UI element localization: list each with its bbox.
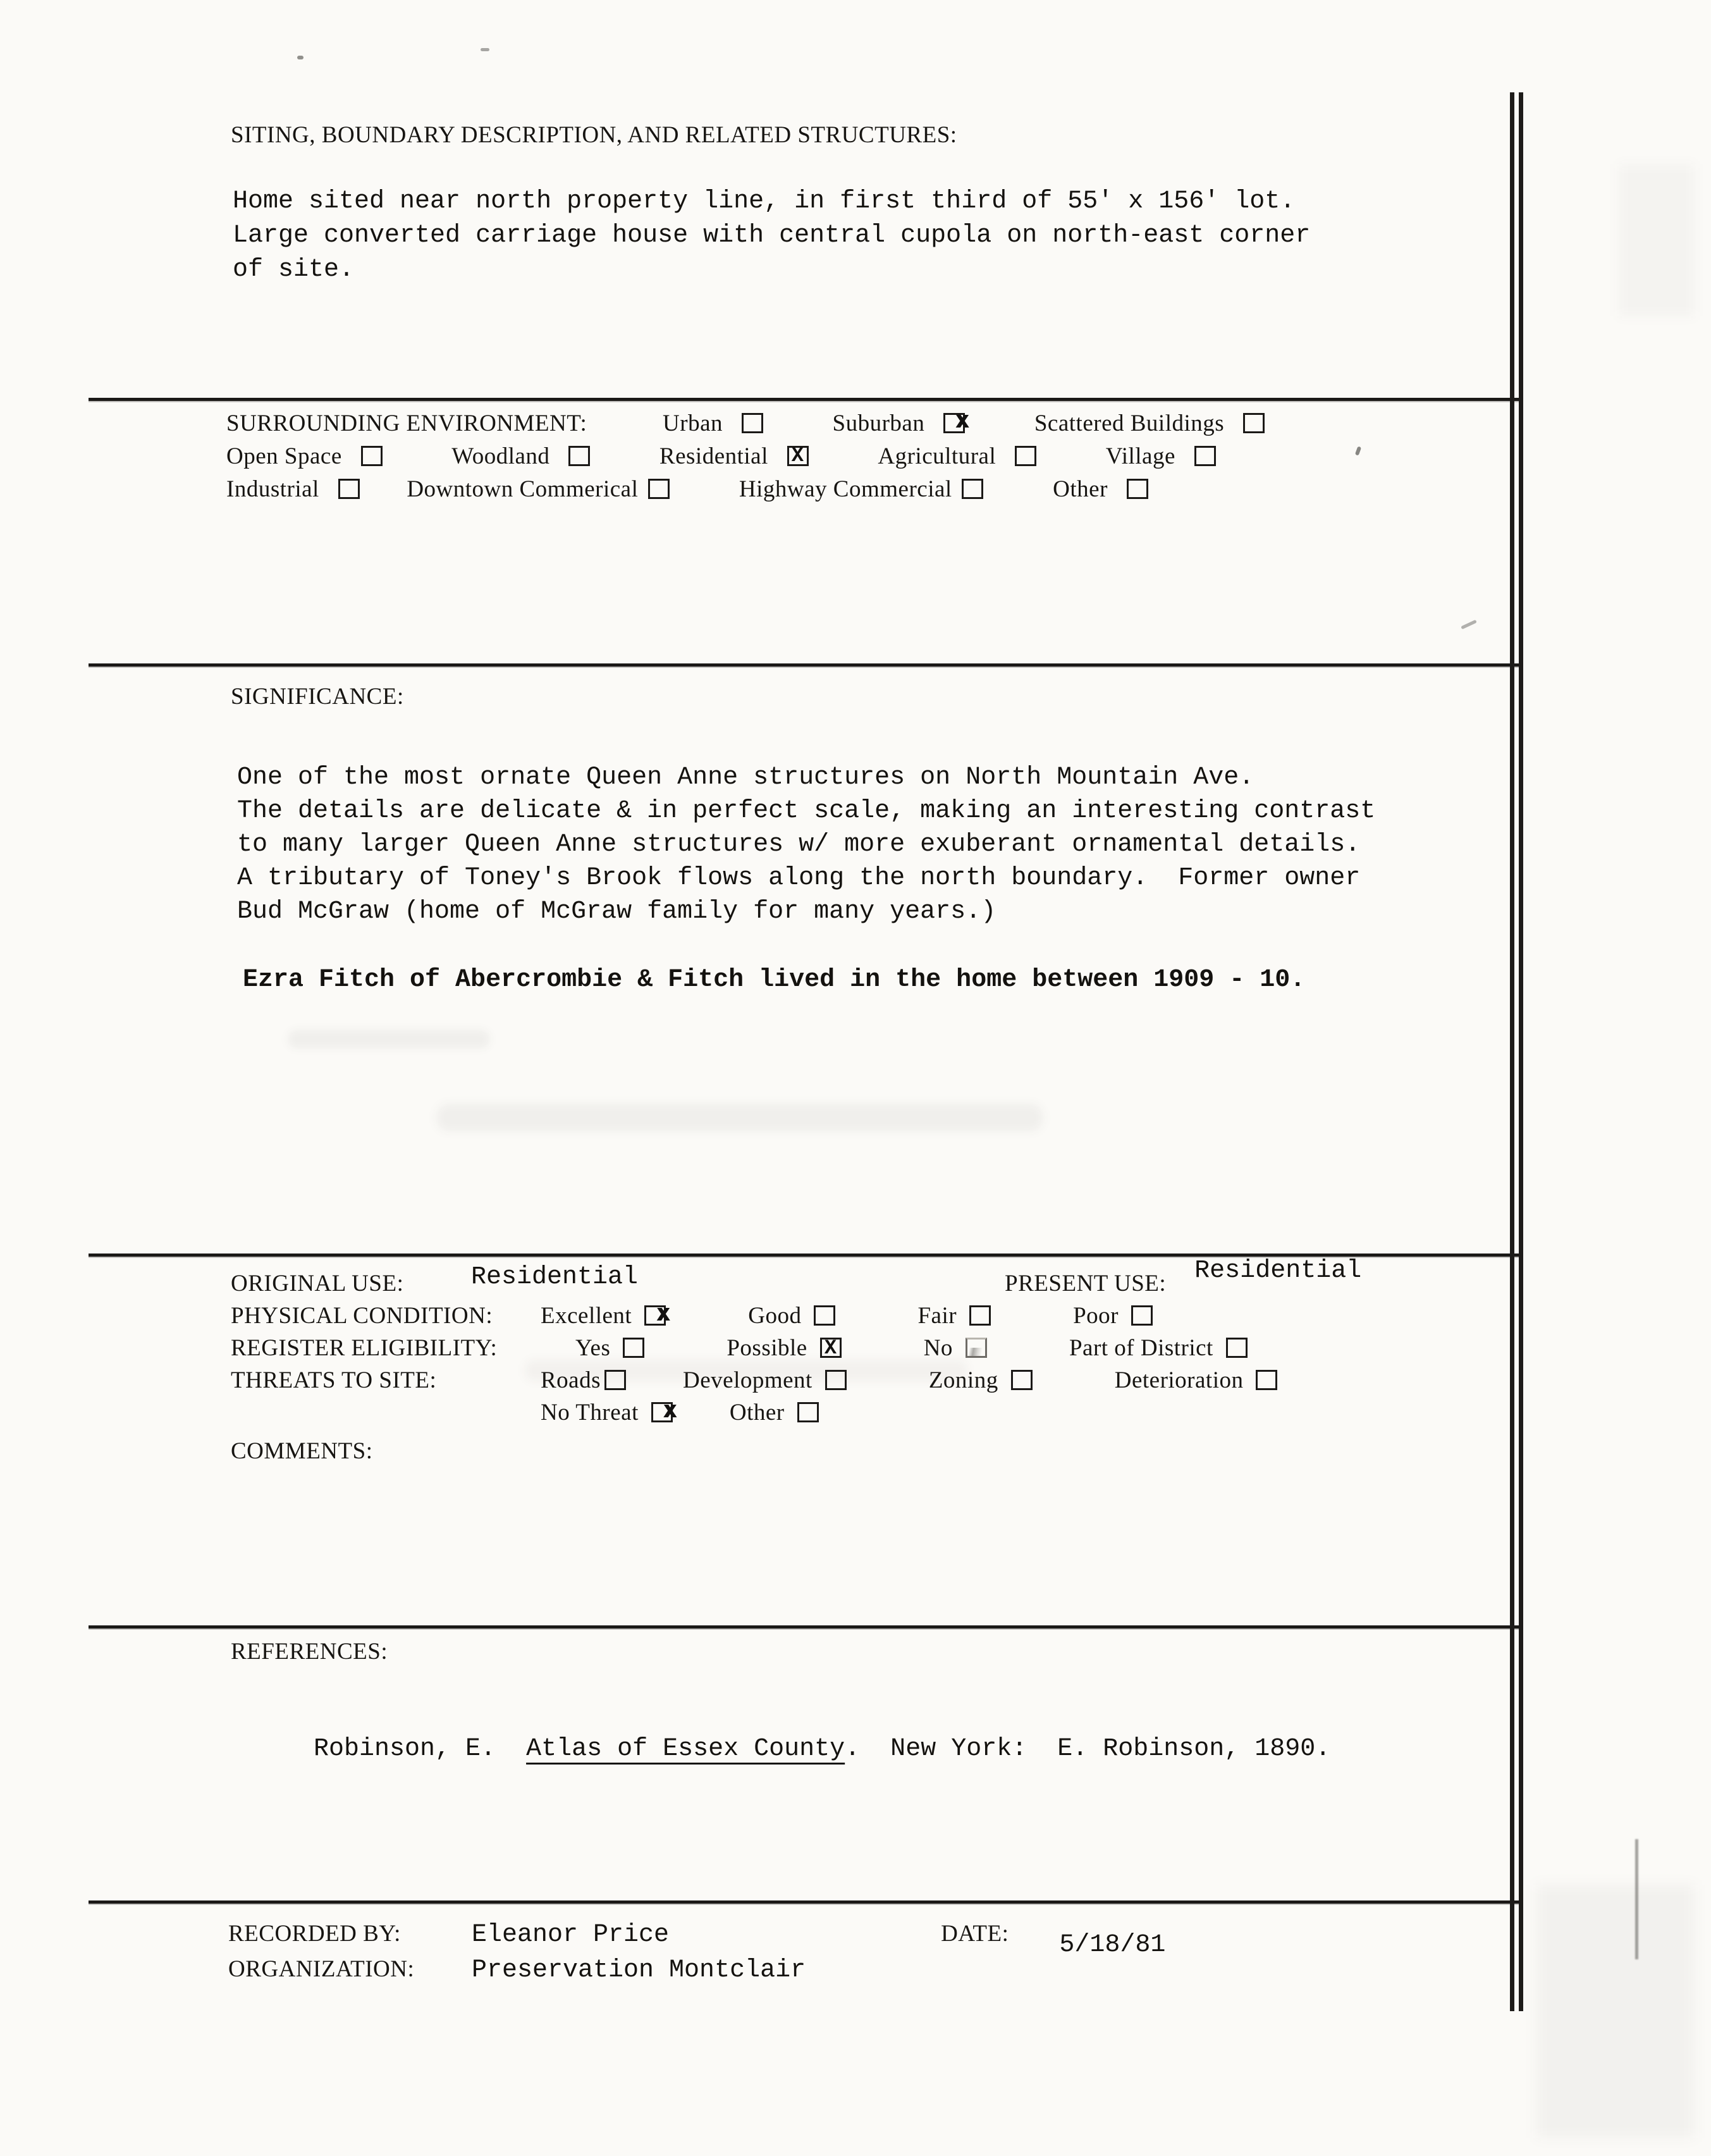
option-good — [748, 1300, 835, 1332]
environment-row — [226, 440, 1265, 473]
section-divider — [89, 1625, 1519, 1629]
register-eligibility-label: REGISTER ELIGIBILITY: — [231, 1335, 498, 1361]
option-residential-label: Residential — [659, 443, 768, 469]
checkbox-deterioration[interactable] — [1256, 1370, 1277, 1390]
option-downtown-commerical-label: Downtown Commerical — [407, 476, 639, 502]
siting-text-line: Large converted carriage house with central cupola on north-east corner — [233, 221, 1311, 250]
option-no-threat-label: No Threat — [541, 1400, 639, 1426]
option-excellent — [541, 1300, 666, 1332]
checkbox-open-space[interactable] — [361, 446, 383, 466]
checkbox-agricultural[interactable] — [1015, 446, 1036, 466]
threats-row — [231, 1364, 1361, 1396]
option-woodland — [451, 440, 590, 473]
significance-note: Ezra Fitch of Abercrombie & Fitch lived in the home between 1909 - 10. — [243, 966, 1306, 994]
option-zoning-label: Zoning — [928, 1367, 998, 1393]
checkbox-threat-other[interactable] — [797, 1402, 819, 1422]
checkbox-village[interactable] — [1194, 446, 1216, 466]
physical-condition-row — [231, 1300, 1361, 1332]
option-threat-other — [730, 1396, 819, 1429]
checkbox-urban[interactable] — [742, 413, 763, 433]
option-agricultural-label: Agricultural — [878, 443, 997, 469]
option-deterioration-label: Deterioration — [1114, 1367, 1244, 1393]
present-use-label: PRESENT USE: — [1005, 1271, 1167, 1297]
reference-title-underlined: Atlas of Essex County — [526, 1735, 845, 1763]
organization-label: ORGANIZATION: — [228, 1956, 415, 1982]
footer-section — [228, 1916, 1165, 1987]
checkbox-zoning[interactable] — [1011, 1370, 1033, 1390]
option-highway-commercial-label: Highway Commercial — [739, 476, 952, 502]
option-no — [924, 1332, 987, 1364]
checkbox-possible[interactable] — [820, 1338, 842, 1358]
scan-artifact — [288, 1030, 490, 1049]
option-deterioration — [1115, 1364, 1278, 1396]
option-roads — [541, 1364, 626, 1396]
significance-text-line: Bud McGraw (home of McGraw family for many years.) — [237, 897, 997, 926]
option-industrial-label: Industrial — [226, 476, 319, 502]
reference-publication: . New York: E. Robinson, 1890. — [845, 1735, 1331, 1763]
present-use-value[interactable]: Residential — [1194, 1257, 1362, 1285]
scan-artifact — [1619, 164, 1695, 316]
option-suburban-label: Suburban — [832, 410, 925, 436]
threats-row-2 — [231, 1396, 1361, 1429]
checkbox-no-threat[interactable] — [651, 1402, 673, 1422]
scan-artifact — [297, 56, 304, 59]
scan-artifact — [1355, 446, 1361, 455]
option-environment-other — [1053, 473, 1148, 506]
option-threat-other-label: Other — [729, 1400, 785, 1426]
option-village — [1106, 440, 1216, 473]
option-possible — [727, 1332, 841, 1364]
significance-text-line: A tributary of Toney's Brook flows along the north boundary. Former owner — [237, 864, 1361, 892]
siting-section-label: SITING, BOUNDARY DESCRIPTION, AND RELATED STRUCTURES: — [231, 122, 957, 148]
section-divider — [89, 663, 1519, 667]
option-suburban — [833, 407, 966, 440]
checkbox-yes[interactable] — [623, 1338, 644, 1358]
scan-artifact — [1635, 1839, 1638, 1959]
option-development — [683, 1364, 847, 1396]
surrounding-environment-section — [226, 407, 1265, 506]
scan-artifact — [1536, 1885, 1695, 2138]
scan-artifact — [481, 48, 489, 51]
scan-artifact — [436, 1104, 1043, 1131]
use-row — [231, 1257, 1362, 1300]
section-divider — [89, 398, 1519, 401]
register-eligibility-row — [231, 1332, 1361, 1364]
reference-author: Robinson, E. — [314, 1735, 527, 1763]
checkbox-fair[interactable] — [969, 1305, 991, 1326]
checkbox-development[interactable] — [825, 1370, 847, 1390]
option-good-label: Good — [748, 1303, 802, 1329]
option-possible-label: Possible — [727, 1335, 807, 1361]
checkbox-highway-commercial[interactable] — [962, 479, 983, 499]
checkbox-roads[interactable] — [604, 1370, 626, 1390]
threats-label: THREATS TO SITE: — [231, 1367, 437, 1393]
option-zoning — [929, 1364, 1033, 1396]
option-development-label: Development — [683, 1367, 813, 1393]
checkbox-part-of-district[interactable] — [1226, 1338, 1248, 1358]
option-fair — [917, 1300, 991, 1332]
option-highway-commercial — [739, 473, 984, 506]
checkbox-excellent[interactable] — [644, 1305, 666, 1326]
checkbox-downtown-commerical[interactable] — [648, 479, 670, 499]
checkbox-woodland[interactable] — [568, 446, 590, 466]
option-no-threat — [541, 1396, 673, 1429]
checkbox-environment-other[interactable] — [1127, 479, 1148, 499]
option-scattered-buildings-label: Scattered Buildings — [1034, 410, 1225, 436]
option-urban-label: Urban — [663, 410, 723, 436]
option-woodland-label: Woodland — [451, 443, 550, 469]
checkbox-good[interactable] — [814, 1305, 835, 1326]
comments-row — [231, 1435, 1361, 1467]
use-condition-section — [231, 1257, 1362, 1467]
environment-row — [226, 473, 1265, 506]
recorded-by-label: RECORDED BY: — [228, 1921, 401, 1947]
option-open-space-label: Open Space — [226, 443, 342, 469]
checkbox-scattered-buildings[interactable] — [1243, 413, 1265, 433]
option-poor-label: Poor — [1073, 1303, 1119, 1329]
page-edge-line — [1510, 92, 1523, 2011]
section-divider — [89, 1900, 1519, 1904]
reference-entry — [253, 1706, 1330, 1792]
date-value[interactable]: 5/18/81 — [1059, 1931, 1166, 1959]
environment-row — [226, 407, 1265, 440]
option-downtown-commerical — [407, 473, 670, 506]
original-use-value[interactable]: Residential — [471, 1263, 639, 1291]
option-yes-label: Yes — [575, 1335, 611, 1361]
comments-label: COMMENTS: — [231, 1438, 373, 1464]
option-no-label: No — [923, 1335, 953, 1361]
siting-text-line: of site. — [233, 256, 355, 284]
checkbox-suburban[interactable] — [943, 413, 965, 433]
organization-value[interactable]: Preservation Montclair — [472, 1956, 806, 1985]
scan-artifact — [1461, 620, 1477, 630]
checkbox-poor[interactable] — [1131, 1305, 1153, 1326]
recorded-by-value[interactable]: Eleanor Price — [472, 1921, 670, 1949]
option-yes — [575, 1332, 644, 1364]
option-excellent-label: Excellent — [541, 1303, 632, 1329]
surrounding-environment-label: SURROUNDING ENVIRONMENT: — [226, 410, 587, 436]
significance-section-label: SIGNIFICANCE: — [231, 684, 404, 710]
significance-text-line: One of the most ornate Queen Anne structures on North Mountain Ave. — [237, 763, 1254, 792]
option-scattered-buildings — [1034, 407, 1265, 440]
siting-text-line: Home sited near north property line, in first third of 55' x 156' lot. — [233, 187, 1296, 216]
organization-row — [228, 1952, 1165, 1987]
recorded-by-row — [228, 1916, 1166, 1959]
date-label: DATE: — [941, 1921, 1009, 1947]
option-part-of-district — [1069, 1332, 1248, 1364]
option-urban — [663, 407, 763, 440]
significance-text-line: The details are delicate & in perfect scale, making an interesting contrast — [237, 797, 1376, 825]
option-agricultural — [878, 440, 1036, 473]
siting-text — [233, 185, 1310, 287]
option-village-label: Village — [1105, 443, 1175, 469]
option-roads-label: Roads — [541, 1367, 601, 1393]
option-open-space — [226, 440, 383, 473]
checkbox-no[interactable] — [966, 1338, 987, 1358]
checkbox-industrial[interactable] — [338, 479, 360, 499]
significance-text — [237, 761, 1375, 928]
physical-condition-label: PHYSICAL CONDITION: — [231, 1303, 493, 1329]
references-section-label: REFERENCES: — [231, 1639, 388, 1665]
option-industrial — [226, 473, 360, 506]
checkbox-residential[interactable] — [787, 446, 809, 466]
option-part-of-district-label: Part of District — [1069, 1335, 1213, 1361]
option-residential — [659, 440, 809, 473]
option-environment-other-label: Other — [1053, 476, 1108, 502]
original-use-label: ORIGINAL USE: — [231, 1271, 404, 1297]
option-poor — [1073, 1300, 1153, 1332]
significance-text-line: to many larger Queen Anne structures w/ more exuberant ornamental details. — [237, 830, 1361, 859]
option-fair-label: Fair — [917, 1303, 957, 1329]
